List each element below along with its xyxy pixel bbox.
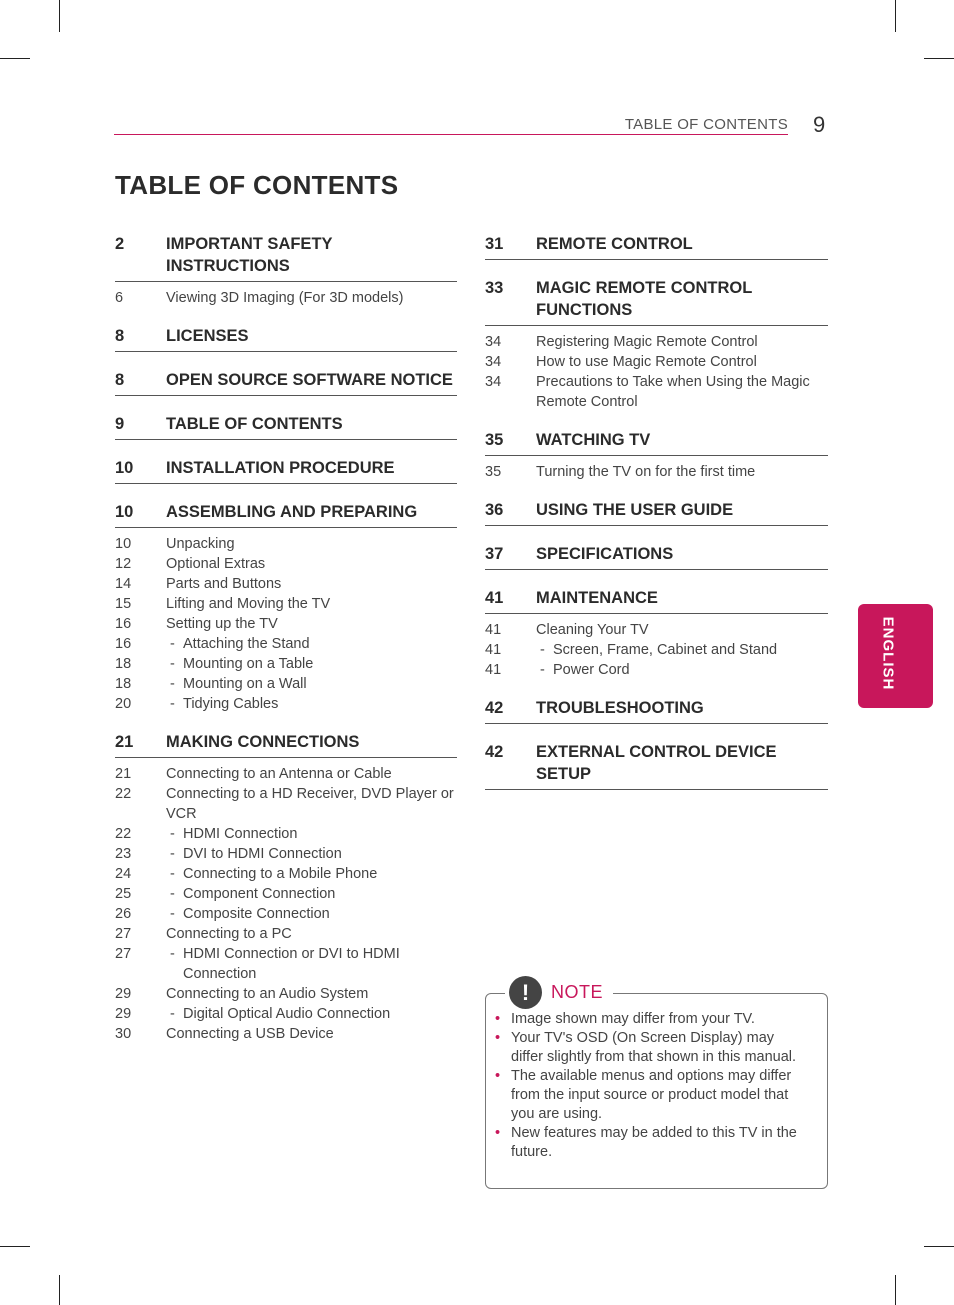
- toc-section-heading[interactable]: [115, 501, 457, 528]
- toc-section: [115, 731, 457, 1044]
- language-tab: [858, 604, 933, 708]
- note-text: New features may be added to this TV in the future.: [511, 1125, 797, 1160]
- toc-entry-page: 18: [115, 656, 132, 672]
- toc-subentry[interactable]: [115, 904, 457, 924]
- toc-section-title: MAINTENANCE: [536, 589, 658, 607]
- language-tab-label: ENGLISH: [879, 616, 897, 691]
- toc-section-title: REMOTE CONTROL: [536, 235, 693, 253]
- toc-section-heading[interactable]: [485, 499, 828, 526]
- toc-entry-text: - HDMI Connection: [166, 824, 457, 844]
- toc-section-title: USING THE USER GUIDE: [536, 501, 734, 519]
- toc-entry[interactable]: [485, 332, 828, 352]
- toc-entry-page: 23: [115, 846, 132, 862]
- toc-section-page: 42: [485, 743, 504, 761]
- toc-section-page: 10: [115, 503, 134, 521]
- toc-left-column: [115, 233, 457, 1061]
- toc-entry[interactable]: [115, 534, 457, 554]
- crop-mark: [0, 58, 30, 59]
- toc-subentry[interactable]: [115, 1004, 457, 1024]
- note-item: [494, 1010, 809, 1029]
- toc-section-title: SPECIFICATIONS: [536, 545, 674, 563]
- toc-subentry[interactable]: [115, 824, 457, 844]
- toc-section-title: IMPORTANT SAFETY INSTRUCTIONS: [166, 235, 333, 275]
- toc-right-column: [485, 233, 828, 807]
- toc-section-title: MAKING CONNECTIONS: [166, 733, 360, 751]
- crop-mark: [59, 0, 60, 32]
- toc-section-page: 36: [485, 501, 504, 519]
- toc-entry[interactable]: [485, 620, 828, 640]
- toc-entry-page: 34: [485, 374, 502, 390]
- toc-section-heading[interactable]: [485, 277, 828, 326]
- note-text: Your TV's OSD (On Screen Display) may differ slightly from that shown in this manual.: [511, 1030, 797, 1065]
- toc-section-heading[interactable]: [485, 697, 828, 724]
- toc-entry-text: How to use Magic Remote Control: [536, 354, 757, 370]
- note-item: [494, 1124, 809, 1162]
- toc-entry[interactable]: [485, 462, 828, 482]
- toc-section-heading[interactable]: [115, 369, 457, 396]
- toc-entry-page: 27: [115, 946, 132, 962]
- toc-entry-page: 18: [115, 676, 132, 692]
- toc-section-page: 41: [485, 589, 504, 607]
- toc-subentry[interactable]: [115, 654, 457, 674]
- toc-entry-text: - Composite Connection: [166, 904, 457, 924]
- toc-subentry[interactable]: [115, 674, 457, 694]
- toc-section-page: 33: [485, 279, 504, 297]
- toc-section-page: 10: [115, 459, 134, 477]
- note-list: [494, 1010, 809, 1162]
- toc-section-page: 21: [115, 733, 134, 751]
- toc-entry-text: Connecting to a HD Receiver, DVD Player or VCR: [166, 786, 454, 822]
- toc-entry-page: 34: [485, 334, 502, 350]
- toc-entry-page: 30: [115, 1026, 132, 1042]
- toc-section-page: 42: [485, 699, 504, 717]
- toc-section-title: WATCHING TV: [536, 431, 651, 449]
- crop-mark: [924, 58, 954, 59]
- toc-entry[interactable]: [115, 1024, 457, 1044]
- toc-entry-page: 16: [115, 636, 132, 652]
- toc-entry-text: - Mounting on a Wall: [166, 674, 457, 694]
- toc-entry-page: 34: [485, 354, 502, 370]
- toc-entry[interactable]: [485, 352, 828, 372]
- toc-entry[interactable]: [115, 594, 457, 614]
- toc-section-title: MAGIC REMOTE CONTROL FUNCTIONS: [536, 279, 753, 319]
- toc-entry-text: - Power Cord: [536, 660, 828, 680]
- toc-entry[interactable]: [115, 764, 457, 784]
- toc-section-heading[interactable]: [485, 543, 828, 570]
- toc-section: [485, 587, 828, 680]
- note-item: [494, 1029, 809, 1067]
- toc-entry-page: 21: [115, 766, 132, 782]
- toc-entry-page: 41: [485, 622, 502, 638]
- toc-entry-text: Unpacking: [166, 536, 235, 552]
- toc-entry-text: Registering Magic Remote Control: [536, 334, 758, 350]
- toc-entry-page: 6: [115, 290, 124, 306]
- toc-entry-text: Viewing 3D Imaging (For 3D models): [166, 290, 404, 306]
- toc-entry-text: Connecting to a PC: [166, 926, 292, 942]
- toc-section-page: 9: [115, 415, 125, 433]
- toc-entry-text: Setting up the TV: [166, 616, 278, 632]
- toc-entry-page: 22: [115, 826, 132, 842]
- toc-entry-page: 15: [115, 596, 132, 612]
- toc-section: [115, 369, 457, 396]
- toc-entry-page: 24: [115, 866, 132, 882]
- note-text: The available menus and options may differ from the input source or product model that you are using.: [511, 1068, 792, 1122]
- toc-entry-text: - Digital Optical Audio Connection: [166, 1004, 457, 1024]
- toc-entry-text: - Tidying Cables: [166, 694, 457, 714]
- toc-entry-text: Lifting and Moving the TV: [166, 596, 331, 612]
- toc-entry-text: Connecting a USB Device: [166, 1026, 334, 1042]
- crop-mark: [924, 1246, 954, 1247]
- toc-section-heading[interactable]: [485, 741, 828, 790]
- toc-entry-page: 14: [115, 576, 132, 592]
- toc-section-heading[interactable]: [115, 457, 457, 484]
- toc-entry[interactable]: [115, 554, 457, 574]
- toc-subentry[interactable]: [115, 694, 457, 714]
- toc-section-page: 31: [485, 235, 504, 253]
- toc-section: [485, 429, 828, 482]
- toc-section-heading[interactable]: [485, 587, 828, 614]
- toc-entry-page: 29: [115, 1006, 132, 1022]
- crop-mark: [59, 1275, 60, 1305]
- toc-entry-page: 29: [115, 986, 132, 1002]
- toc-entry-text: Cleaning Your TV: [536, 622, 649, 638]
- toc-section: [485, 543, 828, 570]
- toc-entry-page: 20: [115, 696, 132, 712]
- toc-section: [485, 233, 828, 260]
- toc-subentry[interactable]: [115, 634, 457, 654]
- toc-entry[interactable]: [115, 784, 457, 824]
- toc-entry-text: - Mounting on a Table: [166, 654, 457, 674]
- bullet-icon: •: [495, 1030, 501, 1046]
- toc-section-title: OPEN SOURCE SOFTWARE NOTICE: [166, 371, 453, 389]
- page-number: 9: [813, 112, 826, 137]
- toc-entry-page: 41: [485, 662, 502, 678]
- toc-entry[interactable]: [115, 288, 457, 308]
- toc-entry[interactable]: [115, 984, 457, 1004]
- toc-section-title: EXTERNAL CONTROL DEVICE SETUP: [536, 743, 777, 783]
- toc-entry-page: 25: [115, 886, 132, 902]
- toc-section-title: TABLE OF CONTENTS: [166, 415, 343, 433]
- toc-entry[interactable]: [115, 574, 457, 594]
- toc-entry-text: Parts and Buttons: [166, 576, 282, 592]
- toc-entry-text: Turning the TV on for the first time: [536, 464, 756, 480]
- toc-entry[interactable]: [115, 924, 457, 944]
- toc-entry-page: 27: [115, 926, 132, 942]
- toc-entry-text: Precautions to Take when Using the Magic Remote Control: [536, 374, 810, 410]
- toc-section: [115, 501, 457, 714]
- toc-section-title: TROUBLESHOOTING: [536, 699, 704, 717]
- toc-section-heading[interactable]: [115, 413, 457, 440]
- toc-entry-text: - HDMI Connection or DVI to HDMI Connection: [166, 944, 457, 984]
- toc-section: [485, 741, 828, 790]
- crop-mark: [895, 1275, 896, 1305]
- page-title: TABLE OF CONTENTS: [115, 170, 399, 200]
- toc-section: [115, 413, 457, 440]
- toc-section-title: ASSEMBLING AND PREPARING: [166, 503, 418, 521]
- toc-entry-list: [115, 282, 457, 308]
- running-header: TABLE OF CONTENTS: [624, 116, 788, 133]
- crop-mark: [895, 0, 896, 32]
- toc-section-heading[interactable]: [485, 233, 828, 260]
- bullet-icon: •: [495, 1125, 501, 1141]
- toc-section-page: 35: [485, 431, 504, 449]
- note-text: Image shown may differ from your TV.: [511, 1011, 755, 1027]
- toc-section-title: LICENSES: [166, 327, 249, 345]
- toc-section-heading[interactable]: [485, 429, 828, 456]
- toc-entry-text: - Component Connection: [166, 884, 457, 904]
- bullet-icon: •: [495, 1011, 501, 1027]
- toc-section: [115, 233, 457, 308]
- toc-entry-list: [485, 326, 828, 412]
- toc-entry[interactable]: [485, 372, 828, 412]
- toc-entry-page: 35: [485, 464, 502, 480]
- toc-entry-text: Connecting to an Antenna or Cable: [166, 766, 392, 782]
- note-header: [505, 976, 613, 1009]
- toc-entry-list: [115, 758, 457, 1044]
- toc-subentry[interactable]: [485, 660, 828, 680]
- crop-mark: [0, 1246, 30, 1247]
- toc-entry-text: - Attaching the Stand: [166, 634, 457, 654]
- toc-section-page: 8: [115, 327, 125, 345]
- exclamation-icon: !: [509, 976, 542, 1009]
- toc-entry-page: 22: [115, 786, 132, 802]
- toc-subentry[interactable]: [485, 640, 828, 660]
- toc-entry-page: 10: [115, 536, 132, 552]
- toc-section-page: 37: [485, 545, 504, 563]
- toc-entry-text: - Screen, Frame, Cabinet and Stand: [536, 640, 828, 660]
- toc-subentry[interactable]: [115, 944, 457, 984]
- toc-entry-page: 26: [115, 906, 132, 922]
- toc-entry[interactable]: [115, 614, 457, 634]
- toc-section: [115, 325, 457, 352]
- toc-entry-text: Optional Extras: [166, 556, 266, 572]
- toc-subentry[interactable]: [115, 884, 457, 904]
- toc-section: [485, 499, 828, 526]
- toc-section-heading[interactable]: [115, 325, 457, 352]
- toc-section: [485, 697, 828, 724]
- toc-entry-page: 41: [485, 642, 502, 658]
- toc-entry-page: 12: [115, 556, 132, 572]
- toc-entry-list: [115, 528, 457, 714]
- toc-section-page: 2: [115, 235, 125, 253]
- toc-section: [485, 277, 828, 412]
- toc-entry-page: 16: [115, 616, 132, 632]
- toc-entry-list: [485, 456, 828, 482]
- bullet-icon: •: [495, 1068, 501, 1084]
- toc-entry-text: - Connecting to a Mobile Phone: [166, 864, 457, 884]
- toc-section-page: 8: [115, 371, 125, 389]
- toc-section-heading[interactable]: [115, 233, 457, 282]
- toc-entry-text: - DVI to HDMI Connection: [166, 844, 457, 864]
- toc-section: [115, 457, 457, 484]
- note-label: NOTE: [551, 982, 604, 1002]
- toc-entry-text: Connecting to an Audio System: [166, 986, 369, 1002]
- toc-subentry[interactable]: [115, 864, 457, 884]
- note-item: [494, 1067, 809, 1124]
- toc-section-heading[interactable]: [115, 731, 457, 758]
- toc-entry-list: [485, 614, 828, 680]
- header-rule: [114, 134, 788, 135]
- toc-section-title: INSTALLATION PROCEDURE: [166, 459, 395, 477]
- toc-subentry[interactable]: [115, 844, 457, 864]
